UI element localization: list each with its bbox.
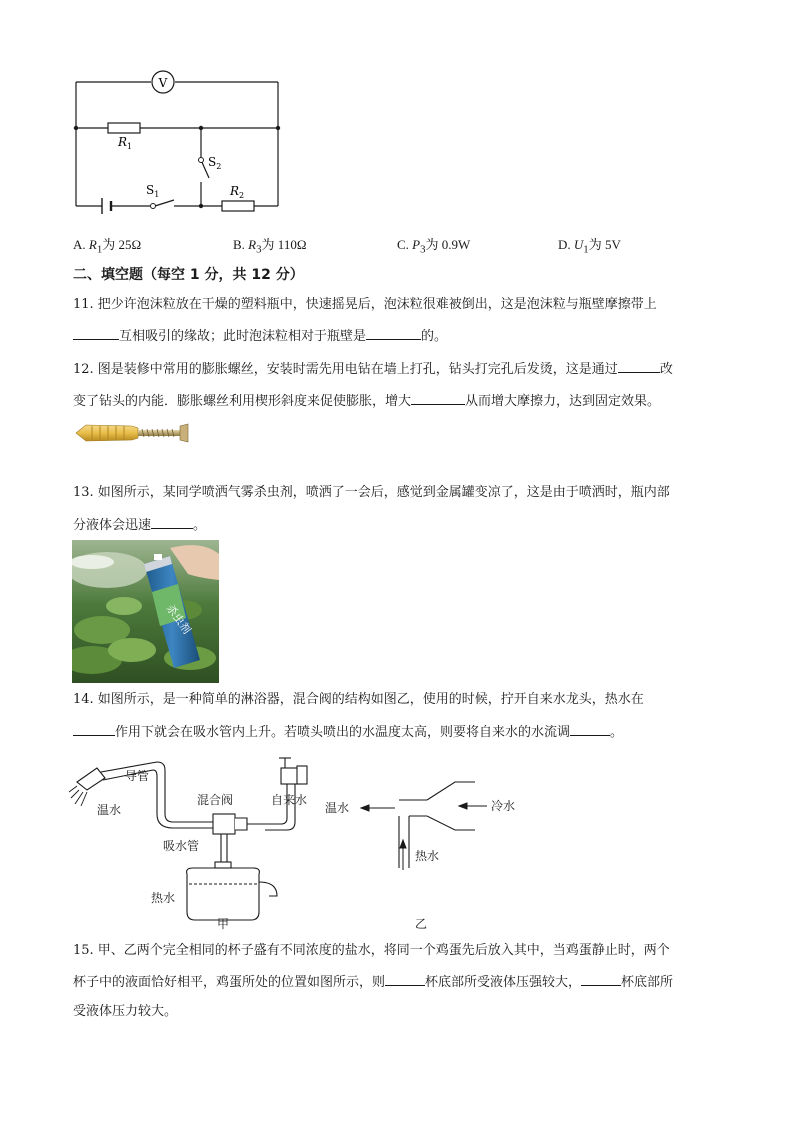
insecticide-photo [72, 540, 219, 683]
q11-line1: 11. 把少许泡沫粒放在干燥的塑料瓶中，快速摇晃后，泡沫粒很难被倒出，这是泡沫粒与瓶壁摩擦带上 [73, 297, 657, 312]
expansion-bolt-image [72, 420, 192, 446]
q15-blank-1[interactable] [385, 971, 425, 986]
q12-blank-2[interactable] [411, 390, 465, 405]
q11-blank-1[interactable] [73, 325, 119, 340]
option-d: D. $U_1$为 5V [558, 237, 621, 256]
battery [102, 198, 111, 214]
q11-line2: 互相吸引的缘故；此时泡沫粒相对于瓶壁是 的。 [73, 325, 733, 347]
label-yi: 乙 [415, 917, 428, 931]
q12-line2: 变了钻头的内能．膨胀螺丝利用楔形斜度来促使膨胀，增大 从而增大摩擦力，达到固定效果。 [73, 390, 733, 412]
label-mix-valve: 混合阀 [197, 793, 234, 807]
label-jia: 甲 [217, 917, 230, 931]
q14-line2: 作用下就会在吸水管内上升。若喷头喷出的水温度太高，则要将自来水的水流调 。 [73, 721, 733, 743]
label-warm-water: 温水 [97, 803, 122, 817]
q11-blank-2[interactable] [366, 325, 421, 340]
q15-blank-2[interactable] [581, 971, 621, 986]
can-label: 杀虫剂 [163, 602, 194, 637]
voltmeter [152, 71, 174, 93]
label-cold-water: 冷水 [491, 799, 516, 813]
voltmeter-label: V [158, 76, 168, 90]
q14-blank-1[interactable] [73, 721, 115, 736]
resistor-r2 [222, 201, 254, 211]
s1-label: $S_1$ [146, 183, 160, 199]
circuit-diagram [60, 60, 300, 225]
s2-label: $S_2$ [208, 155, 222, 171]
q15-line1: 15. 甲、乙两个完全相同的杯子盛有不同浓度的盐水，将同一个鸡蛋先后放入其中，当鸡蛋静止时，两个 [73, 943, 670, 958]
switch-s1 [151, 204, 156, 209]
label-tap-water: 自来水 [271, 793, 308, 807]
option-b: B. $R_3$为 110Ω [233, 237, 307, 256]
q12-line1: 12. 图是装修中常用的膨胀螺丝，安装时需先用电钻在墙上打孔，钻头打完孔后发烫，这是通过 改 [73, 358, 733, 380]
q14-blank-2[interactable] [570, 721, 610, 736]
shower-diagram [65, 752, 535, 932]
q13-line2: 分液体会迅速 。 [73, 514, 733, 536]
label-guide-pipe: 导管 [125, 769, 150, 783]
q12-blank-1[interactable] [618, 358, 660, 373]
q13-blank-1[interactable] [151, 514, 193, 529]
q15-line2: 杯子中的液面恰好相平，鸡蛋所处的位置如图所示，则 杯底部所受液体压强较大， 杯底部所 [73, 971, 733, 993]
label-hot-water-2: 热水 [415, 849, 440, 863]
q13-line1: 13. 如图所示，某同学喷洒气雾杀虫剂，喷洒了一会后，感觉到金属罐变凉了，这是由于喷洒时，瓶内部 [73, 485, 670, 500]
q14-line1: 14. 如图所示，是一种简单的淋浴器，混合阀的结构如图乙，使用的时候，拧开自来水龙头，热水在 [73, 692, 644, 707]
option-a: A. $R_1$为 25Ω [73, 237, 142, 256]
label-warm-water-2: 温水 [325, 801, 350, 815]
label-hot-water: 热水 [151, 891, 176, 905]
section-title: 二、填空题（每空 1 分，共 12 分） [73, 267, 304, 283]
label-suction-pipe: 吸水管 [163, 839, 200, 853]
r1-label: $R_1$ [118, 135, 133, 151]
option-c: C. $P_3$为 0.9W [397, 237, 471, 256]
resistor-r1 [108, 123, 140, 133]
r2-label: $R_2$ [230, 184, 245, 200]
switch-s2 [199, 158, 204, 163]
q15-line3: 受液体压力较大。 [73, 1004, 178, 1019]
